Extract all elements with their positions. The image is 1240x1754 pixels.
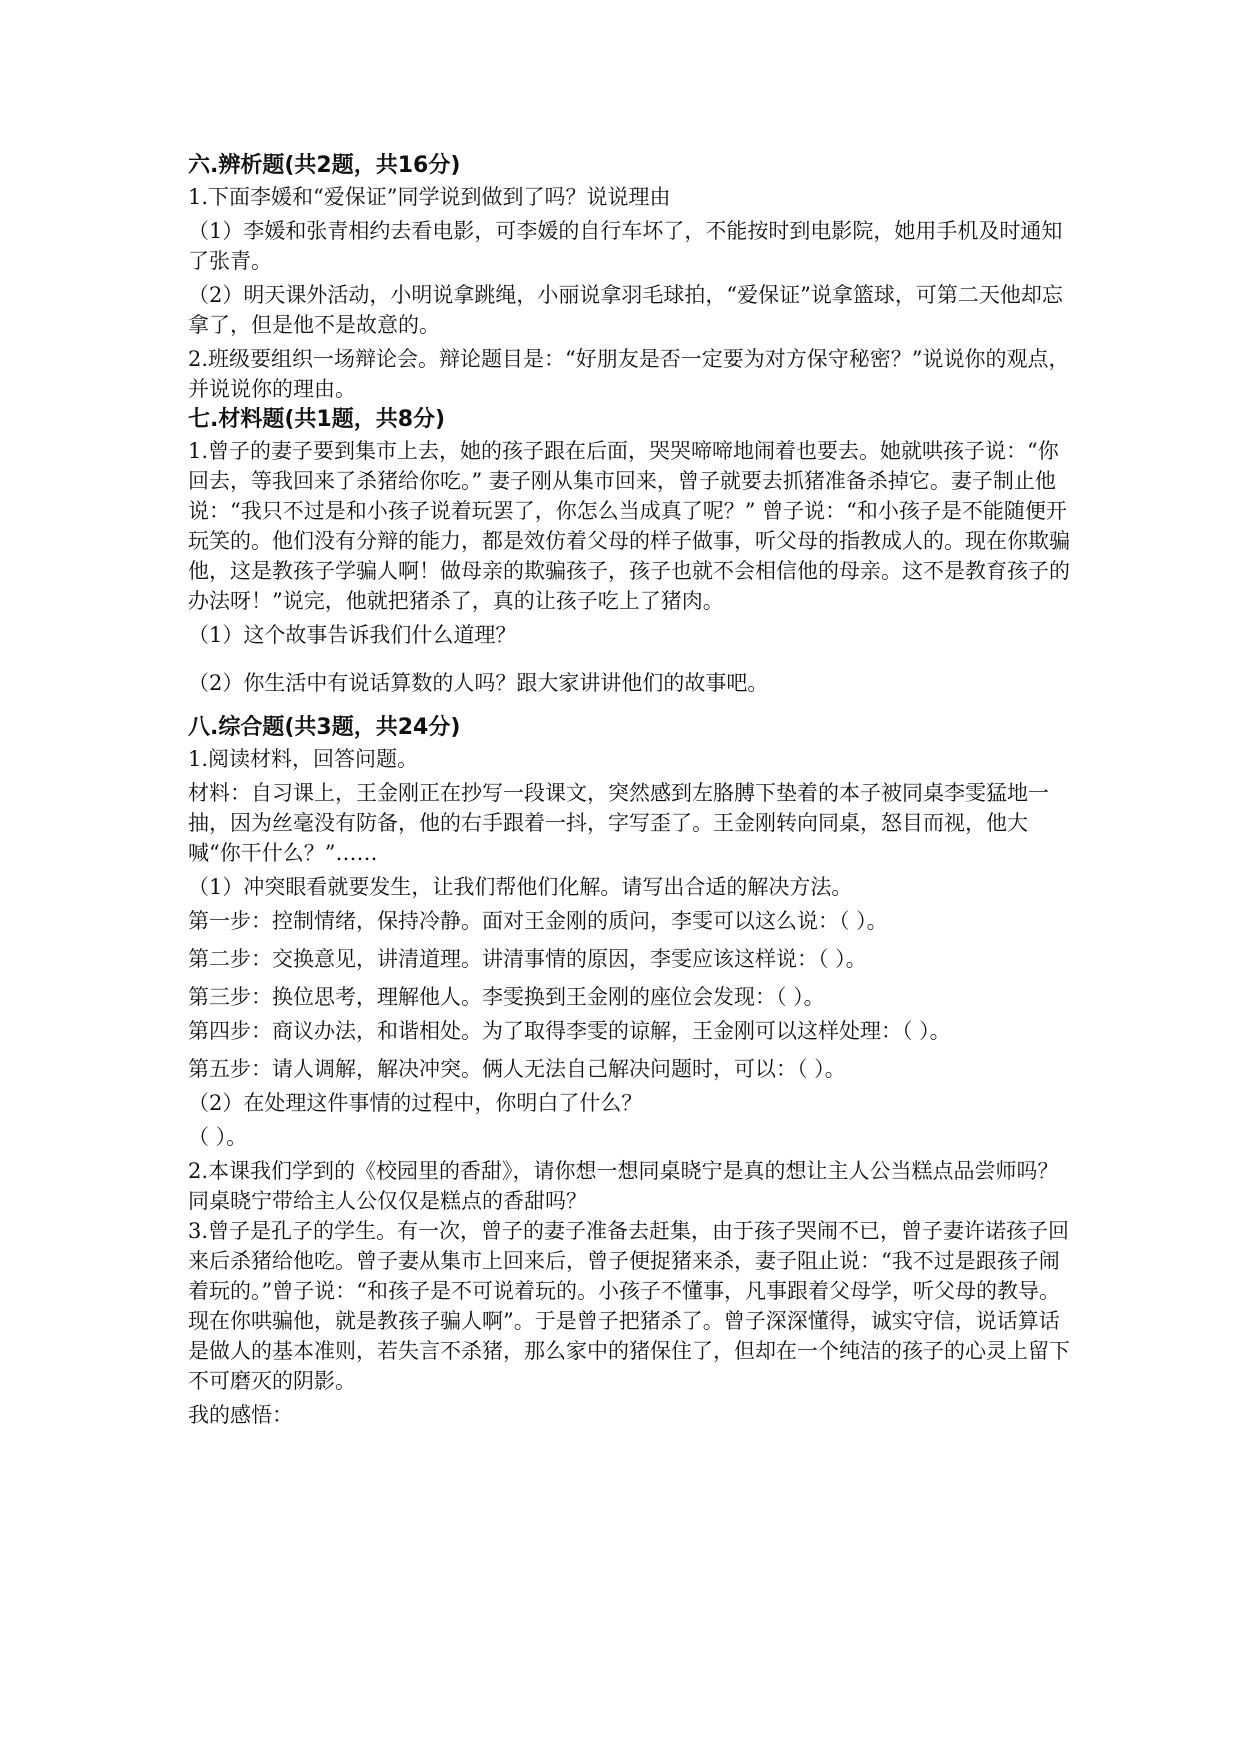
- question-text: （1）冲突眼看就要发生，让我们帮他们化解。请写出合适的解决方法。: [188, 875, 853, 899]
- question-text: 2.班级要组织一场辩论会。辩论题目是：“好朋友是否一定要为对方保守秘密？”说说你的观点，并说说你的理由。: [188, 347, 1070, 401]
- question-text: 3.曾子是孔子的学生。有一次，曾子的妻子准备去赶集，由于孩子哭闹不已，曾子妻许诺孩子回来后杀猪给他吃。曾子妻从集市上回来后，曾子便捉猪来杀，妻子阻止说：“我不过是跟孩子闹着玩的。”曾子说：“和孩子是不可说着玩的。小孩子不懂事，凡事跟着父母学，听父母的教导。现在你哄骗他，就是教孩子骗人啊”。于是曾子把猪杀了。曾子深深懂得，诚实守信，说话算话是做人的基本准则，若失言不杀猪，那么家中的猪保住了，但却在一个纯洁的孩子的心灵上留下不可磨灭的阴影。: [188, 1219, 1070, 1393]
- section-heading: 七.材料题(共1题，共8分): [188, 407, 446, 432]
- section-heading: 六.辨析题(共2题，共16分): [188, 153, 461, 178]
- question-text: 第四步：商议办法，和谐相处。为了取得李雯的谅解，王金刚可以这样处理：（ ）。: [188, 1019, 951, 1043]
- question-text: 第五步：请人调解，解决冲突。俩人无法自己解决问题时，可以：（ ）。: [188, 1057, 846, 1081]
- question-text: 第二步：交换意见，讲清道理。讲清事情的原因，李雯应该这样说：（ ）。: [188, 947, 867, 971]
- section-heading: 八.综合题(共3题，共24分): [188, 715, 461, 740]
- question-text: 材料：自习课上，王金刚正在抄写一段课文，突然感到左胳膊下垫着的本子被同桌李雯猛地一抽，因为丝毫没有防备，他的右手跟着一抖，字写歪了。王金刚转向同桌，怒目而视，他大喊“你干什么？”……: [188, 781, 1049, 865]
- question-text: 1.下面李媛和“爱保证”同学说到做到了吗？说说理由: [188, 185, 671, 209]
- question-text: （2）明天课外活动，小明说拿跳绳，小丽说拿羽毛球拍，“爱保证”说拿篮球，可第二天他却忘拿了，但是他不是故意的。: [188, 283, 1063, 337]
- question-text: 我的感悟：: [188, 1403, 293, 1427]
- question-text: （2）你生活中有说话算数的人吗？跟大家讲讲他们的故事吧。: [188, 671, 769, 695]
- question-text: 1.阅读材料，回答问题。: [188, 747, 419, 771]
- question-text: 2.本课我们学到的《校园里的香甜》，请你想一想同桌晓宁是真的想让主人公当糕点品尝师吗？同桌晓宁带给主人公仅仅是糕点的香甜吗？: [188, 1159, 1059, 1213]
- question-text: 第三步：换位思考，理解他人。李雯换到王金刚的座位会发现：（ ）。: [188, 985, 825, 1009]
- question-text: （1）李媛和张青相约去看电影，可李媛的自行车坏了，不能按时到电影院，她用手机及时通知了张青。: [188, 219, 1063, 273]
- question-text: （1）这个故事告诉我们什么道理？: [188, 623, 517, 647]
- worksheet-page: [188, 150, 1078, 1430]
- question-text: （2）在处理这件事情的过程中，你明白了什么？: [188, 1091, 643, 1115]
- question-text: 第一步：控制情绪，保持冷静。面对王金刚的质问，李雯可以这么说：（ ）。: [188, 909, 888, 933]
- question-text: 1.曾子的妻子要到集市上去，她的孩子跟在后面，哭哭啼啼地闹着也要去。她就哄孩子说：“你回去，等我回来了杀猪给你吃。” 妻子刚从集市回来，曾子就要去抓猪准备杀掉它。妻子制止他说：“我只不过是和小孩子说着玩罢了，你怎么当成真了呢？” 曾子说：“和小孩子是不能随便开玩笑的。他们没有分辩的能力，都是效仿着父母的样子做事，听父母的指教成人的。现在你欺骗他，这是教孩子学骗人啊！做母亲的欺骗孩子，孩子也就不会相信他的母亲。这不是教育孩子的办法呀！”说完，他就把猪杀了，真的让孩子吃上了猪肉。: [188, 439, 1070, 613]
- question-text: （ ）。: [188, 1125, 248, 1149]
